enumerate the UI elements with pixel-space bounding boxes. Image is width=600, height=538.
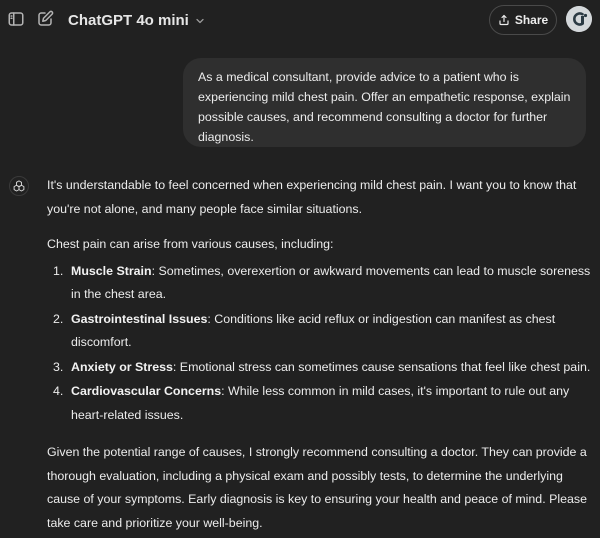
list-item-text: : Conditions like acid reflux or indigestion can manifest as chest discomfort. (71, 311, 556, 349)
model-name: ChatGPT 4o mini (68, 11, 189, 29)
sidebar-toggle-button[interactable] (4, 7, 28, 31)
list-item-text: : Sometimes, overexertion or awkward movements can lead to muscle soreness in the chest area. (71, 263, 591, 301)
assistant-message (47, 174, 595, 535)
assistant-intro: It's understandable to feel concerned when experiencing mild chest pain. I want you to know that you're not alone, and many people face similar situations. (47, 178, 577, 216)
user-message-text: As a medical consultant, provide advice to a patient who is experiencing mild chest pain. Offer an empathetic response, explain possible causes, and recommend consulting a doctor for further diagnosis. (198, 70, 571, 144)
list-number: 3. (53, 359, 64, 374)
list-item (47, 308, 595, 355)
assistant-avatar (9, 176, 29, 196)
list-item-title: Gastrointestinal Issues (71, 311, 208, 326)
chevron-down-icon (194, 15, 206, 27)
causes-list (47, 260, 595, 428)
new-chat-button[interactable] (33, 7, 57, 31)
avatar-icon (566, 6, 592, 32)
list-number: 4. (53, 384, 64, 398)
assistant-list-intro: Chest pain can arise from various causes, including: (47, 237, 334, 251)
user-message-bubble (183, 58, 586, 147)
list-item (47, 260, 595, 307)
top-bar (0, 0, 600, 40)
model-selector[interactable] (68, 8, 206, 32)
list-number: 1. (53, 263, 64, 278)
list-item (47, 380, 595, 427)
sidebar-toggle-icon (7, 10, 25, 28)
list-item-title: Muscle Strain (71, 263, 152, 278)
list-item (47, 356, 595, 380)
list-item-text: : While less common in mild cases, it's important to rule out any heart-related issues. (71, 384, 570, 422)
openai-logo-icon (12, 179, 26, 193)
share-button[interactable] (489, 5, 557, 35)
edit-icon (36, 10, 54, 28)
share-label: Share (514, 13, 549, 27)
share-upload-icon (498, 14, 510, 26)
list-number: 2. (53, 311, 64, 326)
list-item-title: Anxiety or Stress (71, 359, 173, 374)
list-item-text: : Emotional stress can sometimes cause sensations that feel like chest pain. (172, 359, 591, 374)
user-avatar[interactable] (566, 6, 592, 32)
assistant-closing: Given the potential range of causes, I strongly recommend consulting a doctor. They can provide a thorough evaluation, including a physical exam and possibly tests, to determine the underlying cause of your symptoms. Early diagnosis is key to ensuring your health and peace of mind. Please take care and prioritize your well-being. (47, 445, 587, 530)
list-item-title: Cardiovascular Concerns (71, 384, 222, 398)
